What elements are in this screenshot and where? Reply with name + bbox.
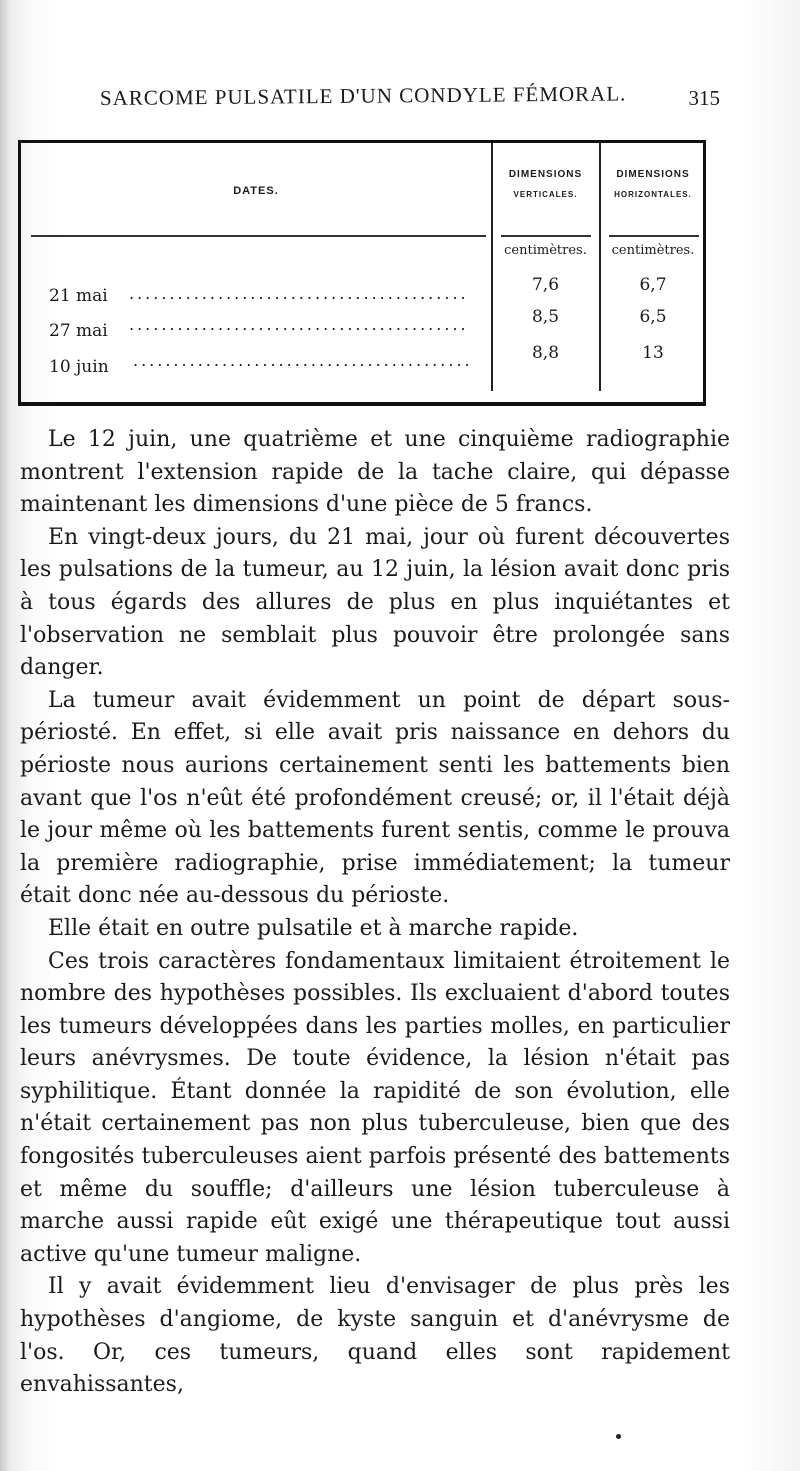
column-header-horizontal-line2: HORIZONTALES. xyxy=(614,190,692,199)
row-date: 27 mai xyxy=(49,321,108,341)
column-header-horizontal xyxy=(600,165,706,205)
row-horizontal-value: 6,5 xyxy=(639,307,667,327)
paragraph: Elle était en outre pulsatile et à marche rapide. xyxy=(48,915,579,941)
body-text xyxy=(20,424,730,1402)
paragraph: La tumeur avait évidemment un point de départ sous-périosté. En effet, si elle avait pris naissance en dehors du périoste nous aurions certainement senti les battements bien avant que l'os n'eût été profondément creusé; or, il l'était déjà le jour même où les battements furent sentis, comme le prouva la première radiographie, prise immédiatement; la tumeur était donc née au-dessous du périoste. xyxy=(20,687,730,909)
paragraph: Il y avait évidemment lieu d'envisager de plus près les hypothèses d'angiome, de kyste sanguin et d'anévrysme de l'os. Or, ces tumeurs, quand elles sont rapidement envahissantes, xyxy=(20,1274,730,1398)
leader-dots: .......................................... xyxy=(133,351,473,370)
row-date: 10 juin xyxy=(49,357,109,377)
leader-dots: .......................................... xyxy=(129,315,469,334)
row-horizontal-value: 13 xyxy=(642,343,664,363)
measurements-table xyxy=(18,140,706,406)
unit-horizontal: centimètres. xyxy=(611,243,695,258)
header-rule xyxy=(31,235,486,237)
paragraph: Le 12 juin, une quatrième et une cinquième radiographie montrent l'extension rapide de la tache claire, qui dépasse maintenant les dimensions d'une pièce de 5 francs. xyxy=(20,427,730,518)
column-header-dates: DATES. xyxy=(233,185,279,197)
row-vertical-value: 8,5 xyxy=(531,307,560,327)
column-header-vertical-line2: VERTICALES. xyxy=(513,190,578,199)
unit-vertical: centimètres. xyxy=(504,243,587,258)
row-vertical-value: 7,6 xyxy=(531,275,560,295)
paragraph: En vingt-deux jours, du 21 mai, jour où furent découvertes les pulsations de la tumeur, au 12 juin, la lésion avait donc pris à tous égards des allures de plus en plus inquiétantes et l'observation ne semblait plus pouvoir être prolongée sans danger. xyxy=(20,524,730,681)
header-rule xyxy=(609,235,699,237)
row-horizontal-value: 6,7 xyxy=(639,275,667,295)
ink-speck xyxy=(616,1434,621,1439)
paragraph: Ces trois caractères fondamentaux limitaient étroitement le nombre des hypothèses possibles. Ils excluaient d'abord toutes les tumeurs développées dans les parties molles, en particulier leurs anévrysmes. De toute évidence, la lésion n'était pas syphilitique. Étant donnée la rapidité de son évolution, elle n'était certainement pas non plus tuberculeuse, bien que des fongosités tuberculeuses aient parfois présenté des battements et même du souffle; d'ailleurs une lésion tuberculeuse à marche aussi rapide eût exigé une thérapeutique tout aussi active qu'une tumeur maligne. xyxy=(20,948,730,1267)
column-header-vertical xyxy=(492,165,599,205)
row-date: 21 mai xyxy=(49,286,108,306)
column-header-vertical-line1: DIMENSIONS xyxy=(508,169,583,180)
column-header-horizontal-line1: DIMENSIONS xyxy=(616,169,690,180)
row-vertical-value: 8,8 xyxy=(531,343,560,363)
running-title: SARCOME PULSATILE D'UN CONDYLE FÉMORAL. xyxy=(99,81,627,110)
leader-dots: .......................................... xyxy=(129,284,469,303)
running-head xyxy=(99,81,720,116)
page-number: 315 xyxy=(688,86,720,110)
header-rule xyxy=(501,235,591,237)
